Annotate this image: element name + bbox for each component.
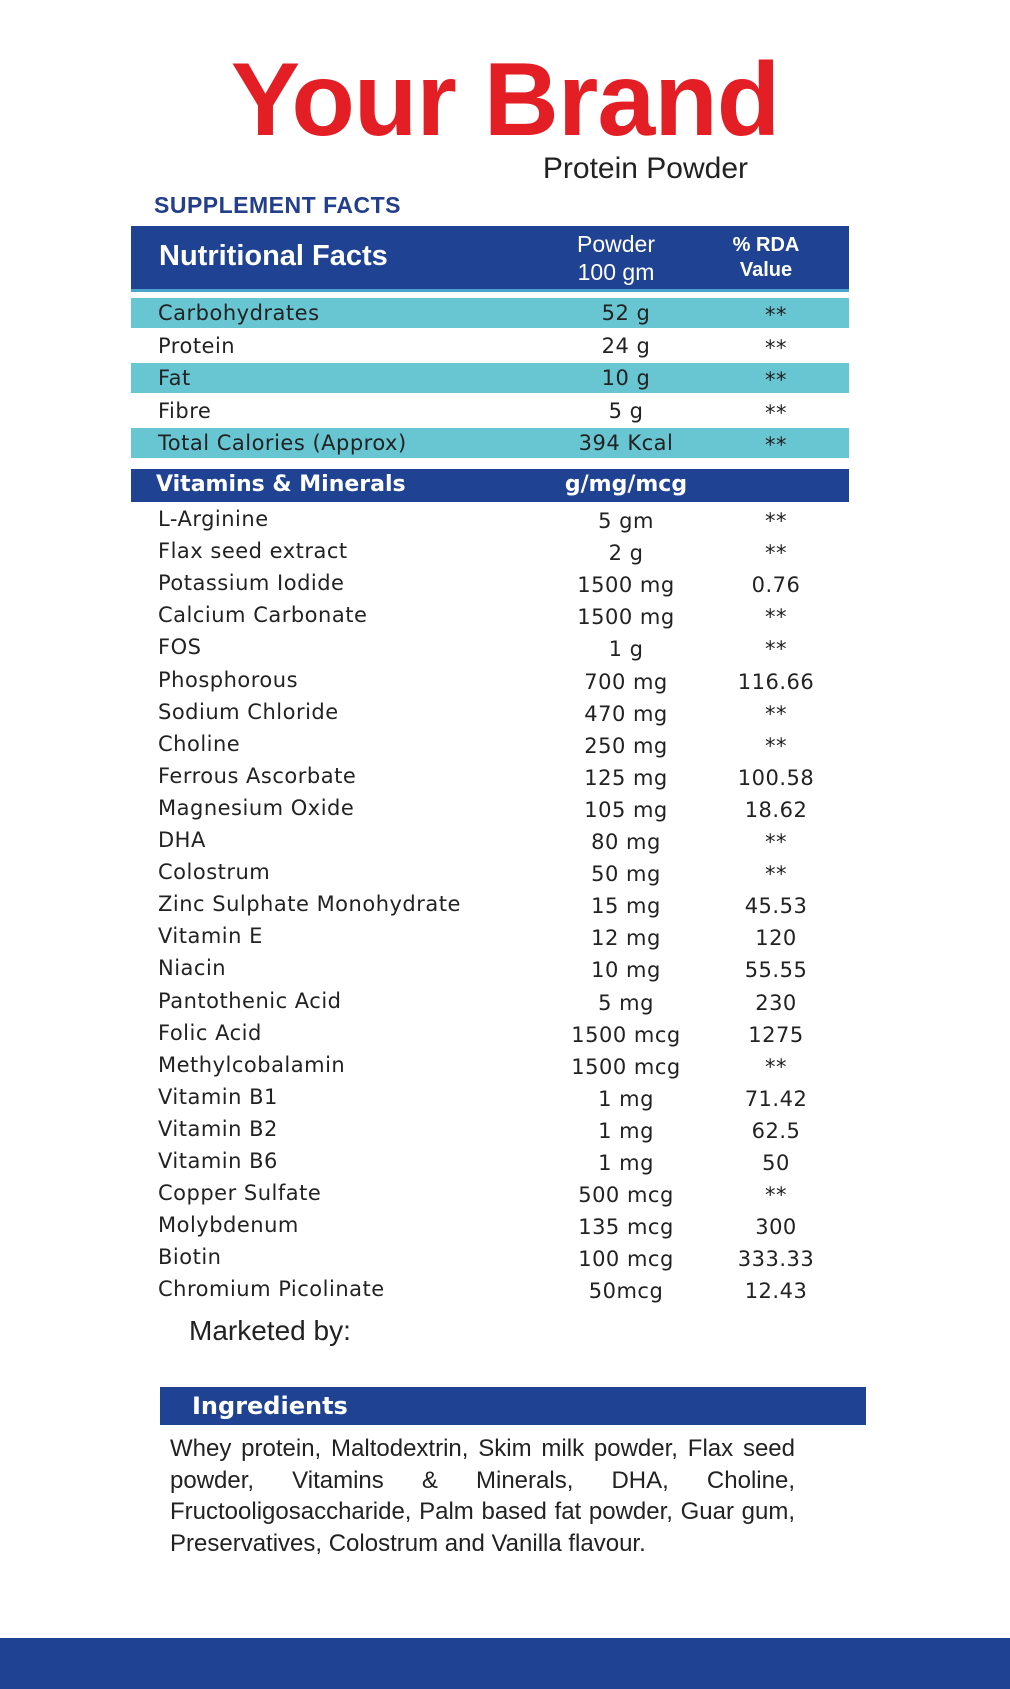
row-rda: ** [765, 605, 787, 630]
row-rda: 333.33 [737, 1247, 815, 1272]
row-amount: 470 mg [584, 701, 668, 726]
row-name: Phosphorous [158, 667, 299, 692]
row-rda: 62.5 [751, 1118, 801, 1143]
row-amount: 1 g [608, 637, 644, 662]
row-name: Carbohydrates [158, 301, 320, 325]
row-amount: 5 g [608, 398, 644, 423]
row-name: Vitamin E [158, 924, 263, 949]
row-amount: 50 mg [591, 862, 661, 887]
vitamins-header-unit: g/mg/mcg [564, 472, 688, 497]
row-rda: ** [765, 433, 787, 457]
table-row [131, 1149, 849, 1179]
row-amount: 15 mg [591, 894, 661, 919]
row-rda: ** [765, 509, 787, 533]
table-row [131, 1213, 849, 1243]
row-amount: 52 g [601, 301, 651, 325]
nutrition-header-amount: Powder 100 gm [577, 231, 655, 285]
row-rda: 120 [755, 926, 797, 951]
row-name: Calcium Carbonate [158, 603, 368, 628]
table-row [131, 539, 849, 569]
table-row [131, 331, 849, 361]
row-amount: 394 Kcal [578, 431, 674, 455]
row-name: Copper Sulfate [158, 1181, 322, 1206]
row-amount: 500 mcg [578, 1183, 674, 1208]
table-row [131, 1053, 849, 1083]
row-rda: 1275 [748, 1022, 804, 1047]
table-row [131, 732, 849, 762]
row-amount: 50mcg [588, 1279, 664, 1304]
row-amount: 105 mg [584, 797, 668, 822]
row-amount: 5 mg [598, 990, 654, 1015]
row-amount: 80 mg [591, 830, 661, 854]
row-name: Fibre [158, 398, 212, 423]
table-row [131, 796, 849, 826]
row-amount: 135 mcg [578, 1215, 674, 1240]
table-row [131, 1117, 849, 1147]
table-row [131, 1277, 849, 1307]
row-rda: 230 [755, 990, 797, 1015]
vitamins-header-title: Vitamins & Minerals [156, 472, 406, 497]
table-row [131, 635, 849, 665]
row-rda: ** [765, 701, 787, 726]
row-amount: 100 mcg [578, 1247, 674, 1272]
row-name: Vitamin B2 [158, 1116, 278, 1141]
row-rda: ** [765, 1054, 787, 1079]
row-name: Zinc Sulphate Monohydrate [158, 892, 461, 917]
row-name: Flax seed extract [158, 539, 348, 564]
row-name: Chromium Picolinate [158, 1277, 385, 1302]
row-rda: ** [765, 400, 787, 425]
row-rda: 12.43 [744, 1279, 808, 1304]
table-row [131, 571, 849, 601]
row-amount: 5 gm [598, 509, 654, 533]
row-name: DHA [158, 828, 206, 852]
row-name: FOS [158, 635, 202, 660]
row-amount: 1500 mg [577, 605, 675, 630]
row-rda: 50 [762, 1151, 790, 1175]
row-amount: 1 mg [598, 1086, 654, 1111]
row-rda: ** [765, 862, 787, 887]
row-name: Biotin [158, 1245, 222, 1270]
row-amount: 24 g [601, 333, 651, 358]
row-rda: 300 [755, 1215, 797, 1240]
row-amount: 1500 mcg [571, 1022, 681, 1047]
marketed-by-label: Marketed by: [189, 1315, 351, 1346]
table-row [131, 298, 849, 328]
row-name: Choline [158, 731, 241, 756]
row-rda: ** [765, 1183, 787, 1208]
row-rda: 100.58 [737, 765, 815, 790]
row-name: Pantothenic Acid [158, 988, 342, 1013]
row-rda: 0.76 [751, 573, 801, 598]
table-row [131, 828, 849, 858]
row-amount: 2 g [608, 541, 644, 566]
ingredients-header [160, 1387, 866, 1425]
row-name: Protein [158, 333, 236, 358]
row-name: Molybdenum [158, 1213, 299, 1238]
row-name: Methylcobalamin [158, 1052, 346, 1077]
row-name: Vitamin B1 [158, 1084, 278, 1109]
table-row [131, 989, 849, 1019]
table-row [131, 956, 849, 986]
nutrition-header-rda: % RDA Value [732, 234, 800, 281]
table-row [131, 1245, 849, 1275]
row-amount: 10 mg [591, 958, 661, 983]
table-row [131, 396, 849, 426]
row-name: Ferrous Ascorbate [158, 763, 357, 788]
table-row [131, 603, 849, 633]
row-rda: 18.62 [744, 797, 808, 822]
row-rda: ** [765, 335, 787, 360]
row-rda: ** [765, 541, 787, 566]
table-row [131, 363, 849, 393]
row-name: Potassium Iodide [158, 571, 345, 596]
footer-bar [0, 1638, 1010, 1689]
ingredients-text: Whey protein, Maltodextrin, Skim milk powder, Flax seed powder, Vitamins & Minerals, DHA, Choline, Fructooligosaccharide, Palm based fat powder, Guar gum, Preservatives, Colostrum and Vanilla flavour. [170, 1435, 795, 1557]
row-amount: 1 mg [598, 1151, 654, 1175]
row-name: Sodium Chloride [158, 699, 339, 724]
row-name: Niacin [158, 956, 227, 981]
table-row [131, 668, 849, 698]
row-amount: 1500 mcg [571, 1054, 681, 1079]
row-rda: 45.53 [744, 894, 808, 919]
row-amount: 700 mg [584, 669, 668, 694]
row-rda: 71.42 [744, 1086, 808, 1111]
table-row [131, 924, 849, 954]
nutrition-table-header [131, 226, 849, 292]
row-rda: 55.55 [744, 958, 808, 983]
brand-title: Your Brand [230, 42, 780, 158]
row-rda: ** [765, 733, 787, 758]
row-amount: 250 mg [584, 733, 668, 758]
table-row [131, 428, 849, 458]
row-amount: 10 g [601, 366, 651, 390]
vitamins-table-header [131, 469, 849, 502]
row-amount: 12 mg [591, 926, 661, 951]
row-name: Colostrum [158, 860, 271, 885]
table-row [131, 507, 849, 537]
table-row [131, 1021, 849, 1051]
row-rda: ** [765, 303, 787, 327]
row-name: Folic Acid [158, 1020, 262, 1045]
table-row [131, 764, 849, 794]
row-amount: 1 mg [598, 1118, 654, 1143]
row-name: Magnesium Oxide [158, 795, 355, 820]
table-row [131, 1085, 849, 1115]
row-name: Fat [158, 366, 191, 390]
table-row [131, 892, 849, 922]
row-amount: 125 mg [584, 765, 668, 790]
row-rda: 116.66 [737, 669, 815, 694]
row-rda: ** [765, 368, 787, 392]
row-amount: 1500 mg [577, 573, 675, 598]
row-rda: ** [765, 830, 787, 854]
table-row [131, 700, 849, 730]
row-name: Vitamin B6 [158, 1149, 278, 1173]
nutrition-header-title: Nutritional Facts [159, 240, 388, 272]
product-subtitle: Protein Powder [542, 152, 748, 185]
row-name: L-Arginine [158, 507, 269, 531]
supplement-facts-heading: SUPPLEMENT FACTS [154, 192, 401, 218]
row-rda: ** [765, 637, 787, 662]
ingredients-title: Ingredients [192, 1392, 348, 1420]
table-row [131, 1181, 849, 1211]
row-name: Total Calories (Approx) [158, 431, 407, 455]
table-row [131, 860, 849, 890]
